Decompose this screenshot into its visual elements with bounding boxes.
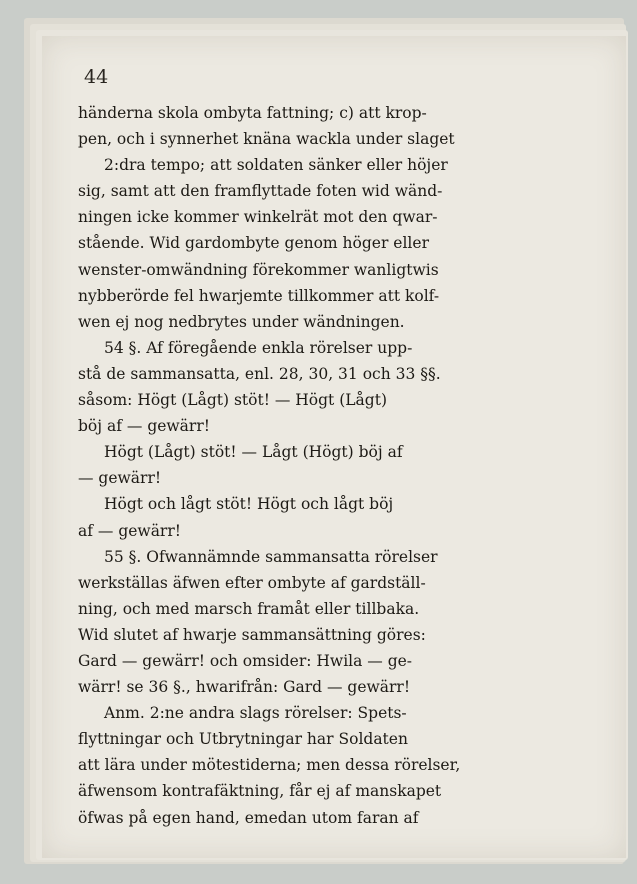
text-line: Högt och lågt stöt! Högt och lågt böj <box>104 495 394 514</box>
text-line: öfwas på egen hand, emedan utom faran af <box>78 808 419 827</box>
text-line: Högt (Lågt) stöt! — Lågt (Högt) böj af <box>104 443 403 462</box>
text-line: 2:dra tempo; att soldaten sänker eller höjer <box>104 156 448 175</box>
text-line: 54 §. Af föregående enkla rörelser upp- <box>104 338 413 357</box>
body-text <box>78 100 576 831</box>
text-line: pen, och i synnerhet knäna wackla under slaget <box>78 130 455 149</box>
text-line: — gewärr! <box>78 469 162 488</box>
text-line: 55 §. Ofwannämnde sammansatta rörelser <box>104 547 438 566</box>
text-line: sig, samt att den framflyttade foten wid wänd- <box>78 182 443 201</box>
text-line: Wid slutet af hwarje sammansättning göres: <box>78 625 426 644</box>
text-line: stående. Wid gardombyte genom höger eller <box>78 234 429 253</box>
text-line: wenster-omwändning förekommer wanligtwis <box>78 260 439 279</box>
text-line: ningen icke kommer winkelrät mot den qwar- <box>78 208 438 227</box>
text-line: Gard — gewärr! och omsider: Hwila — ge- <box>78 651 413 670</box>
text-line: nybberörde fel hwarjemte tillkommer att kolf- <box>78 286 440 305</box>
text-line: wen ej nog nedbrytes under wändningen. <box>78 312 405 331</box>
text-line: flyttningar och Utbrytningar har Soldaten <box>78 730 408 749</box>
text-line: händerna skola ombyta fattning; c) att krop- <box>78 104 427 122</box>
text-line: böj af — gewärr! <box>78 417 210 436</box>
text-line: ning, och med marsch framåt eller tillbaka. <box>78 599 420 618</box>
text-line: wärr! se 36 §., hwarifrån: Gard — gewärr! <box>78 678 411 697</box>
text-line: äfwensom kontrafäktning, får ej af manskapet <box>78 782 442 801</box>
text-line: att lära under mötestiderna; men dessa rörelser, <box>78 756 461 775</box>
text-line: såsom: Högt (Lågt) stöt! — Högt (Lågt) <box>78 391 387 410</box>
text-line: stå de sammansatta, enl. 28, 30, 31 och 33 §§. <box>78 364 441 383</box>
page-number: 44 <box>84 66 109 88</box>
text-line: Anm. 2:ne andra slags rörelser: Spets- <box>104 704 407 723</box>
text-line: werkställas äfwen efter ombyte af gardställ- <box>78 573 426 592</box>
text-line: af — gewärr! <box>78 521 181 540</box>
